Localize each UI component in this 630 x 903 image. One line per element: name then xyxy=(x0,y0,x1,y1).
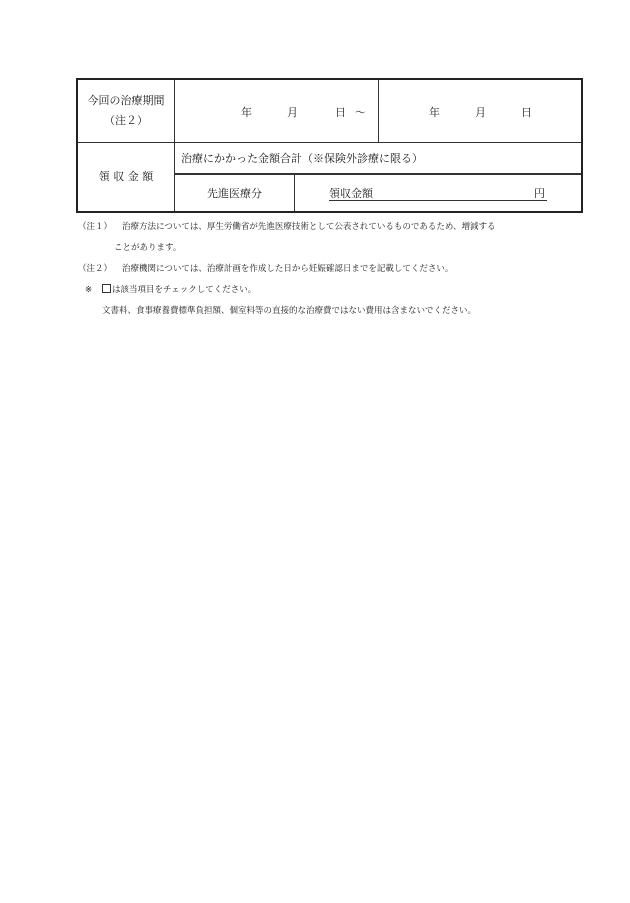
receipt-amount-field[interactable] xyxy=(295,175,582,212)
treatment-period-label-line2: （注２） xyxy=(104,114,148,127)
yen-unit: 円 xyxy=(534,187,545,200)
note-2-label: （注２） xyxy=(78,264,113,274)
treatment-period-label xyxy=(77,79,175,143)
note-1 xyxy=(78,217,578,238)
note-1-continued xyxy=(78,238,578,259)
note-3-label: ※ xyxy=(85,285,93,295)
treatment-period-dates xyxy=(175,104,532,119)
note-4 xyxy=(78,301,578,322)
note-3 xyxy=(78,280,578,301)
notes-section xyxy=(78,217,578,322)
note-3-content xyxy=(102,280,256,301)
checkbox-icon xyxy=(102,284,111,293)
note-1-label: （注１） xyxy=(78,222,113,232)
receipt-total-row xyxy=(77,143,582,174)
end-month-unit: 月 xyxy=(475,106,486,119)
treatment-period-label-line1: 今回の治療期間 xyxy=(87,94,165,107)
treatment-period-field[interactable] xyxy=(175,79,532,143)
advanced-care-label: 先進医療分 xyxy=(175,175,295,212)
note-1-text: 治療方法については、厚生労働省が先進医療技術として公表されているものであるため、増減する xyxy=(122,222,496,232)
total-cost-title: 治療にかかった金額合計（※保険外診療に限る） xyxy=(175,143,583,174)
period-separator-tilde: ～ xyxy=(355,106,366,119)
start-day-unit: 日 xyxy=(335,106,346,119)
note-3-text: は該当項目をチェックしてください。 xyxy=(112,285,257,295)
start-month-unit: 月 xyxy=(287,106,298,119)
advanced-care-subtable xyxy=(175,174,581,211)
note-1-cont-text: ことがあります。 xyxy=(114,243,182,253)
note-2-text: 治療機関については、治療計画を作成した日から妊娠確認日までを記載してください。 xyxy=(122,264,454,274)
end-year-unit: 年 xyxy=(429,106,440,119)
end-day-unit: 日 xyxy=(521,106,532,119)
start-year-unit: 年 xyxy=(241,106,252,119)
note-2 xyxy=(78,259,578,280)
receipt-amount-label: 領 収 金 額 xyxy=(77,143,175,213)
receipt-amount-underline xyxy=(329,185,547,201)
application-form-table xyxy=(76,78,583,213)
note-4-text: 文書料、食事療養費標準負担額、個室料等の直接的な治療費ではない費用は含まないでください。 xyxy=(102,306,477,316)
receipt-amount-label-text: 領収金額 xyxy=(329,187,373,200)
treatment-period-row xyxy=(77,79,582,143)
